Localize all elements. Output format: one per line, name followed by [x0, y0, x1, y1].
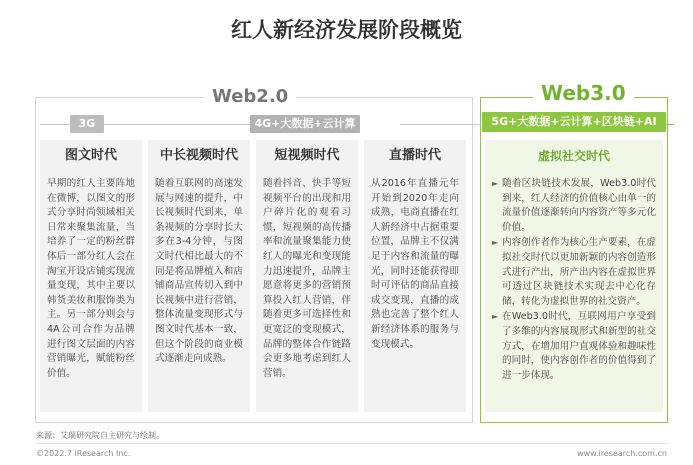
column-body	[485, 172, 663, 383]
tech-tag-5g: 5G+大数据+云计算+区块链+AI	[482, 112, 666, 132]
tech-tag-4g: 4G+大数据+云计算	[250, 115, 360, 133]
bullet-text: 随着区块链技术发展，Web3.0时代到来，红人经济的价值核心由单一的流量价值逐渐转向内容资产等多元化价值。	[502, 178, 656, 233]
bullet-arrow-icon: ►	[492, 238, 499, 248]
bullet-item	[492, 310, 656, 383]
column-body: 随着抖音、快手等短视频平台的出现和用户碎片化的观看习惯，短视频的高传播率和流量聚集能力使红人的曝光和变现能力迅速提升，品牌主愿意将更多的营销预算投入红人营销，伴随着更多可选择性和更宽泛的变现模式，品牌的整体合作链路会更多地考虑到红人营销。	[263, 178, 351, 379]
bullet-item	[492, 236, 656, 309]
column-graphic-era	[40, 140, 142, 412]
column-header: 中长视频时代	[159, 148, 238, 163]
column-header: 图文时代	[64, 148, 117, 163]
era-label-web2: Web2.0	[204, 86, 296, 108]
column-header: 短视频时代	[274, 148, 340, 163]
column-short-video-era	[256, 140, 358, 412]
column-body: 从2016年直播元年开始到2020年走向成熟，电商直播在红人新经济中占据重要位置，品牌主不仅满足于内容和流量的曝光，同时还能获得即时可评估的商品直接成交变现，直播的成熟也完善了整个红人新经济体系的服务与变现模式。	[371, 178, 459, 350]
bullet-text: 在Web3.0时代，互联网用户享受到了多维的内容展现形式和新型的社交方式，在增加用户直观体验和趣味性的同时，使内容创作者的价值得到了进一步体现。	[502, 311, 656, 381]
footer-website: www.iresearch.com.cn	[577, 449, 667, 458]
column-virtual-social-era	[485, 140, 663, 412]
source-note: 来源：艾瑞研究院自主研究与绘制。	[36, 431, 164, 440]
column-livestream-era	[364, 140, 466, 412]
column-body: 早期的红人主要阵地在微博，以图文的形式分享时尚领域相关日常来聚集流量，当培养了一定的粉丝群体后一部分红人会在淘宝开设店铺实现流量变现，其中主要以韩货美妆和服饰类为主。另一部分则会与4A公司合作为品牌进行图文层面的内容营销曝光，赋能粉丝价值。	[47, 178, 135, 379]
connector-line	[400, 124, 482, 125]
column-mid-video-era	[148, 140, 250, 412]
footer-copyright: ©2022.7 iResearch Inc.	[36, 449, 131, 458]
era-label-web3: Web3.0	[533, 82, 634, 104]
bullet-text: 内容创作者作为核心生产要素，在虚拟社交时代以更加新颖的内容创造形式进行产出，所产出内容在虚拟世界可透过区块链技术实现去中心化存储，转化为虚拟世界的社交资产。	[502, 237, 656, 307]
column-body: 随着互联网的高速发展与网速的提升，中长视频时代到来，单条视频的分享时长大多在3-4分钟，与图文时代相比最大的不同是将品牌植入和店铺商品宣传切入到中长视频中进行营销，整体流量变现形式与图文时代基本一致，但这个阶段的商业模式逐渐走向成熟。	[155, 178, 243, 365]
tech-tag-3g: 3G	[70, 115, 104, 133]
page-title: 红人新经济发展阶段概览	[231, 18, 462, 42]
column-header: 虚拟社交时代	[537, 149, 610, 163]
footer-divider	[35, 443, 668, 444]
bullet-item	[492, 177, 656, 235]
bullet-arrow-icon: ►	[492, 312, 499, 322]
bullet-arrow-icon: ►	[492, 179, 499, 188]
column-header: 直播时代	[388, 148, 441, 163]
